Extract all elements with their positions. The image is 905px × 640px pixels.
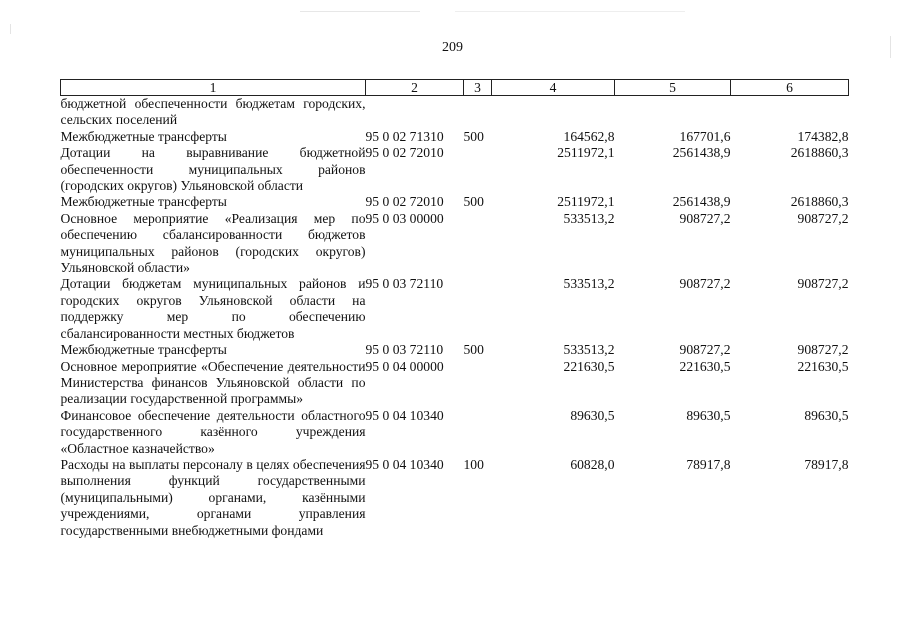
row-name: Межбюджетные трансферты [60, 194, 227, 210]
row-expense-type [464, 96, 492, 129]
budget-table [60, 79, 849, 539]
row-value-col6: 908727,2 [797, 210, 849, 226]
row-code: 95 0 03 72110 [365, 276, 444, 292]
row-value-col5: 908727,2 [679, 342, 731, 358]
row-value-col5: 2561438,9 [672, 194, 731, 210]
row-value-col4: 533513,2 [563, 342, 615, 358]
row-code: 95 0 03 00000 [365, 210, 444, 226]
row-name: Дотации бюджетам муниципальных районов и городских округов Ульяновской области на поддержку мер по обеспечению сбалансированности местных бюджетов [60, 276, 366, 341]
row-expense-type [464, 359, 492, 408]
row-expense-type [464, 211, 492, 277]
row-value-col4: 533513,2 [563, 276, 615, 292]
row-value-col4 [492, 96, 615, 129]
page-number: 209 [442, 40, 463, 55]
row-expense-type [464, 145, 492, 194]
header-col-1: 1 [61, 80, 366, 96]
row-value-col5: 89630,5 [686, 407, 731, 423]
row-name: Межбюджетные трансферты [60, 128, 227, 144]
row-code: 95 0 02 72010 [365, 194, 444, 210]
header-col-4: 4 [492, 80, 615, 96]
row-value-col5: 908727,2 [679, 210, 731, 226]
scan-artifact [455, 11, 685, 12]
row-value-col4: 533513,2 [563, 210, 615, 226]
row-value-col5: 221630,5 [679, 358, 731, 374]
scan-artifact [890, 36, 891, 58]
table-row [61, 457, 849, 539]
row-value-col6: 2618860,3 [790, 145, 849, 161]
header-col-5: 5 [615, 80, 731, 96]
row-expense-type [464, 276, 492, 342]
row-name: Межбюджетные трансферты [60, 342, 227, 358]
row-value-col4: 89630,5 [570, 407, 615, 423]
row-value-col6: 908727,2 [797, 276, 849, 292]
row-value-col6 [731, 96, 849, 129]
row-code: 95 0 04 10340 [365, 407, 444, 423]
table-row [61, 359, 849, 408]
scan-artifact [300, 11, 420, 12]
table-row [61, 408, 849, 457]
row-value-col4: 60828,0 [570, 456, 615, 472]
scan-artifact [10, 24, 11, 34]
row-value-col5 [615, 96, 731, 129]
row-value-col6: 174382,8 [797, 128, 849, 144]
table-row [61, 145, 849, 194]
row-value-col4: 2511972,1 [557, 145, 615, 161]
row-value-col4: 164562,8 [563, 128, 615, 144]
row-expense-type: 500 [463, 342, 484, 358]
table-row [61, 211, 849, 277]
row-code: 95 0 04 00000 [365, 358, 444, 374]
row-name: Дотации на выравнивание бюджетной обеспеченности муниципальных районов (городских округов) Ульяновской области [60, 145, 366, 194]
header-col-6: 6 [731, 80, 849, 96]
row-expense-type: 500 [463, 128, 484, 144]
row-code: 95 0 02 72010 [365, 145, 444, 161]
row-value-col4: 221630,5 [563, 358, 615, 374]
table-row [61, 276, 849, 342]
row-value-col5: 908727,2 [679, 276, 731, 292]
row-expense-type: 500 [463, 194, 484, 210]
row-code: 95 0 02 71310 [365, 128, 444, 144]
row-value-col5: 167701,6 [679, 128, 731, 144]
row-value-col4: 2511972,1 [557, 194, 615, 210]
row-code: 95 0 04 10340 [365, 456, 444, 472]
row-name: бюджетной обеспеченности бюджетам городских, сельских поселений [60, 96, 366, 128]
row-name: Финансовое обеспечение деятельности областного государственного казённого учреждения «Областное казначейство» [60, 407, 366, 456]
row-value-col6: 2618860,3 [790, 194, 849, 210]
row-value-col6: 221630,5 [797, 358, 849, 374]
row-value-col6: 78917,8 [804, 456, 849, 472]
row-name: Основное мероприятие «Реализация мер по обеспечению сбалансированности бюджетов муниципальных районов (городских округов) Ульяновской области» [60, 210, 366, 276]
header-col-3: 3 [464, 80, 492, 96]
row-expense-type: 100 [463, 456, 484, 472]
row-value-col6: 908727,2 [797, 342, 849, 358]
table-row [61, 96, 849, 129]
header-col-2: 2 [366, 80, 464, 96]
row-name: Основное мероприятие «Обеспечение деятельности Министерства финансов Ульяновской области по реализации государственной программы» [60, 358, 366, 407]
row-name: Расходы на выплаты персоналу в целях обеспечения выполнения функций государственными (муниципальными) органами, казёнными учреждениями, органами управления государственными внебюджетными фондами [60, 456, 366, 538]
row-code [366, 96, 464, 129]
row-expense-type [464, 408, 492, 457]
row-value-col5: 2561438,9 [672, 145, 731, 161]
header-row [61, 80, 849, 96]
table-row [61, 129, 849, 145]
row-value-col6: 89630,5 [804, 407, 849, 423]
table-row [61, 342, 849, 358]
row-code: 95 0 03 72110 [365, 342, 444, 358]
table-row [61, 194, 849, 210]
row-value-col5: 78917,8 [686, 456, 731, 472]
